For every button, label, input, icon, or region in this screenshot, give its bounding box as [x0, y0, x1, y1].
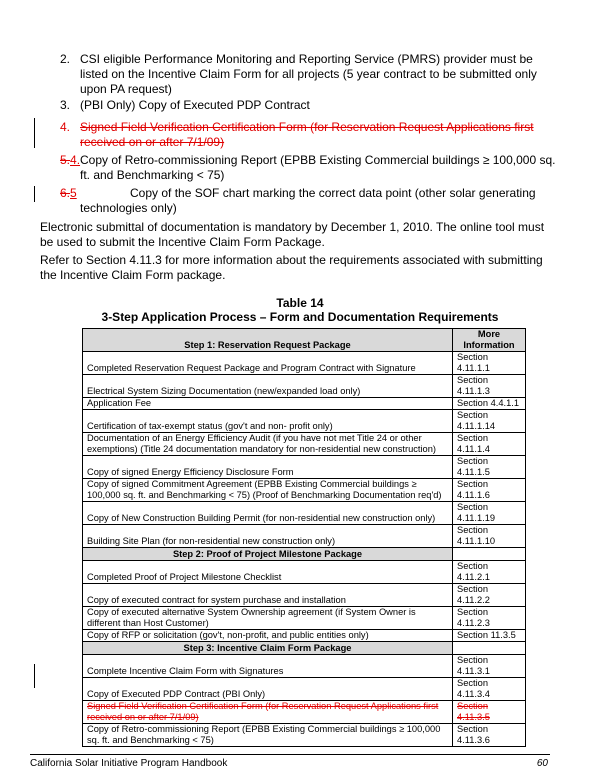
table-row	[83, 433, 526, 456]
list-number: 2.	[60, 52, 71, 66]
footer-rule	[30, 754, 550, 755]
document-cell: Complete Incentive Claim Form with Signatures	[83, 655, 453, 678]
list-text: (PBI Only) Copy of Executed PDP Contract	[80, 98, 310, 112]
table-row	[83, 375, 526, 398]
table-row	[83, 584, 526, 607]
list-item-6	[60, 186, 560, 216]
more-info-header: More Information	[453, 329, 526, 352]
document-cell: Copy of Retro-commissioning Report (EPBB Existing Commercial buildings ≥ 100,000 sq. ft. and Benchmarking < 75)	[83, 724, 453, 747]
old-number: 5.	[60, 153, 71, 167]
info-cell: Section 11.3.5	[453, 630, 526, 642]
table-row	[83, 479, 526, 502]
info-cell: Section 4.11.3.4	[453, 678, 526, 701]
table-row	[83, 724, 526, 747]
info-cell: Section 4.11.3.5	[453, 701, 526, 724]
list-number	[60, 153, 114, 168]
document-cell: Copy of executed contract for system purchase and installation	[83, 584, 453, 607]
document-cell: Copy of executed alternative System Ownership agreement (if System Owner is different than Host Customer)	[83, 607, 453, 630]
table-row	[83, 525, 526, 548]
table-row	[83, 630, 526, 642]
list-text: CSI eligible Performance Monitoring and Reporting Service (PMRS) provider must be listed on the Incentive Claim Form for all projects (5 year contract to be submitted only upon PA request)	[80, 52, 537, 96]
info-cell: Section 4.11.3.6	[453, 724, 526, 747]
list-text: Copy of the SOF chart marking the correct data point (other solar generating technologies only)	[80, 186, 536, 215]
table-row	[83, 655, 526, 678]
table-header-row	[83, 329, 526, 352]
step3-header-row	[83, 642, 526, 655]
revision-bar	[34, 186, 35, 202]
step2-header-row	[83, 548, 526, 561]
revision-bar	[34, 664, 35, 688]
list-number: 4.	[60, 120, 71, 134]
info-cell: Section 4.11.2.3	[453, 607, 526, 630]
document-cell: Copy of signed Energy Efficiency Disclosure Form	[83, 456, 453, 479]
document-cell: Copy of signed Commitment Agreement (EPBB Existing Commercial buildings ≥ 100,000 sq. ft. and Benchmarking < 75) (Proof of Benchmarking Documentation req'd)	[83, 479, 453, 502]
step1-header: Step 1: Reservation Request Package	[83, 329, 453, 352]
info-cell: Section 4.11.1.19	[453, 502, 526, 525]
list-text: Copy of Retro-commissioning Report (EPBB Existing Commercial buildings ≥ 100,000 sq. ft. and Benchmarking < 75)	[80, 153, 556, 182]
table-caption-title: 3-Step Application Process – Form and Documentation Requirements	[101, 310, 499, 324]
table-row	[83, 607, 526, 630]
list-item-3	[60, 98, 560, 113]
table-row	[83, 678, 526, 701]
step2-header-blank	[453, 548, 526, 561]
document-cell: Building Site Plan (for non-residential new construction only)	[83, 525, 453, 548]
info-cell: Section 4.11.1.1	[453, 352, 526, 375]
list-item-4-deleted	[60, 120, 560, 150]
step3-title: Step 3: Incentive Claim Form Package	[83, 642, 453, 655]
table-row	[83, 410, 526, 433]
step3-header-blank	[453, 642, 526, 655]
document-cell: Copy of New Construction Building Permit (for non-residential new construction only)	[83, 502, 453, 525]
info-cell: Section 4.11.1.5	[453, 456, 526, 479]
document-cell: Completed Proof of Project Milestone Checklist	[83, 561, 453, 584]
page-number: 60	[536, 758, 548, 769]
table-row	[83, 398, 526, 410]
new-number: 5	[70, 186, 77, 200]
requirements-table	[82, 328, 526, 747]
document-cell: Signed Field Verification Certification Form (for Reservation Request Applications first received on or after 7/1/09)	[83, 701, 453, 724]
footer-title: California Solar Initiative Program Handbook	[30, 758, 228, 769]
table-row	[83, 352, 526, 375]
table-row	[83, 456, 526, 479]
document-cell: Electrical System Sizing Documentation (new/expanded load only)	[83, 375, 453, 398]
info-cell: Section 4.4.1.1	[453, 398, 526, 410]
info-cell: Section 4.11.1.6	[453, 479, 526, 502]
document-cell: Completed Reservation Request Package and Program Contract with Signature	[83, 352, 453, 375]
old-number: 6.	[60, 186, 71, 200]
refer-paragraph: Refer to Section 4.11.3 for more information about the requirements associated with submitting the Incentive Claim Form package.	[40, 253, 543, 282]
document-cell: Copy of Executed PDP Contract (PBI Only)	[83, 678, 453, 701]
revision-bar	[34, 118, 35, 148]
document-cell: Application Fee	[83, 398, 453, 410]
table-row	[83, 502, 526, 525]
info-cell: Section 4.11.2.1	[453, 561, 526, 584]
list-number: 3.	[60, 98, 71, 112]
info-cell: Section 4.11.1.3	[453, 375, 526, 398]
info-cell: Section 4.11.3.1	[453, 655, 526, 678]
document-cell: Documentation of an Energy Efficiency Audit (if you have not met Title 24 or other exemptions) (Title 24 documentation mandatory for non-residential new construction)	[83, 433, 453, 456]
list-item-5	[60, 153, 560, 183]
list-number	[60, 186, 114, 201]
electronic-submittal-paragraph: Electronic submittal of documentation is mandatory by December 1, 2010. The online tool must be used to submit the Incentive Claim Form Package.	[40, 220, 545, 249]
info-cell: Section 4.11.2.2	[453, 584, 526, 607]
list-item-2	[60, 52, 560, 97]
new-number: 4.	[70, 153, 81, 167]
list-text: Signed Field Verification Certification Form (for Reservation Request Applications first received on or after 7/1/09)	[80, 120, 534, 149]
step2-title: Step 2: Proof of Project Milestone Package	[83, 548, 453, 561]
info-cell: Section 4.11.1.4	[453, 433, 526, 456]
document-cell: Certification of tax-exempt status (gov't and non- profit only)	[83, 410, 453, 433]
info-cell: Section 4.11.1.14	[453, 410, 526, 433]
info-cell: Section 4.11.1.10	[453, 525, 526, 548]
table-caption-number: Table 14	[276, 296, 324, 310]
table-row	[83, 561, 526, 584]
document-cell: Copy of RFP or solicitation (gov't, non-profit, and public entities only)	[83, 630, 453, 642]
table-row-deleted	[83, 701, 526, 724]
